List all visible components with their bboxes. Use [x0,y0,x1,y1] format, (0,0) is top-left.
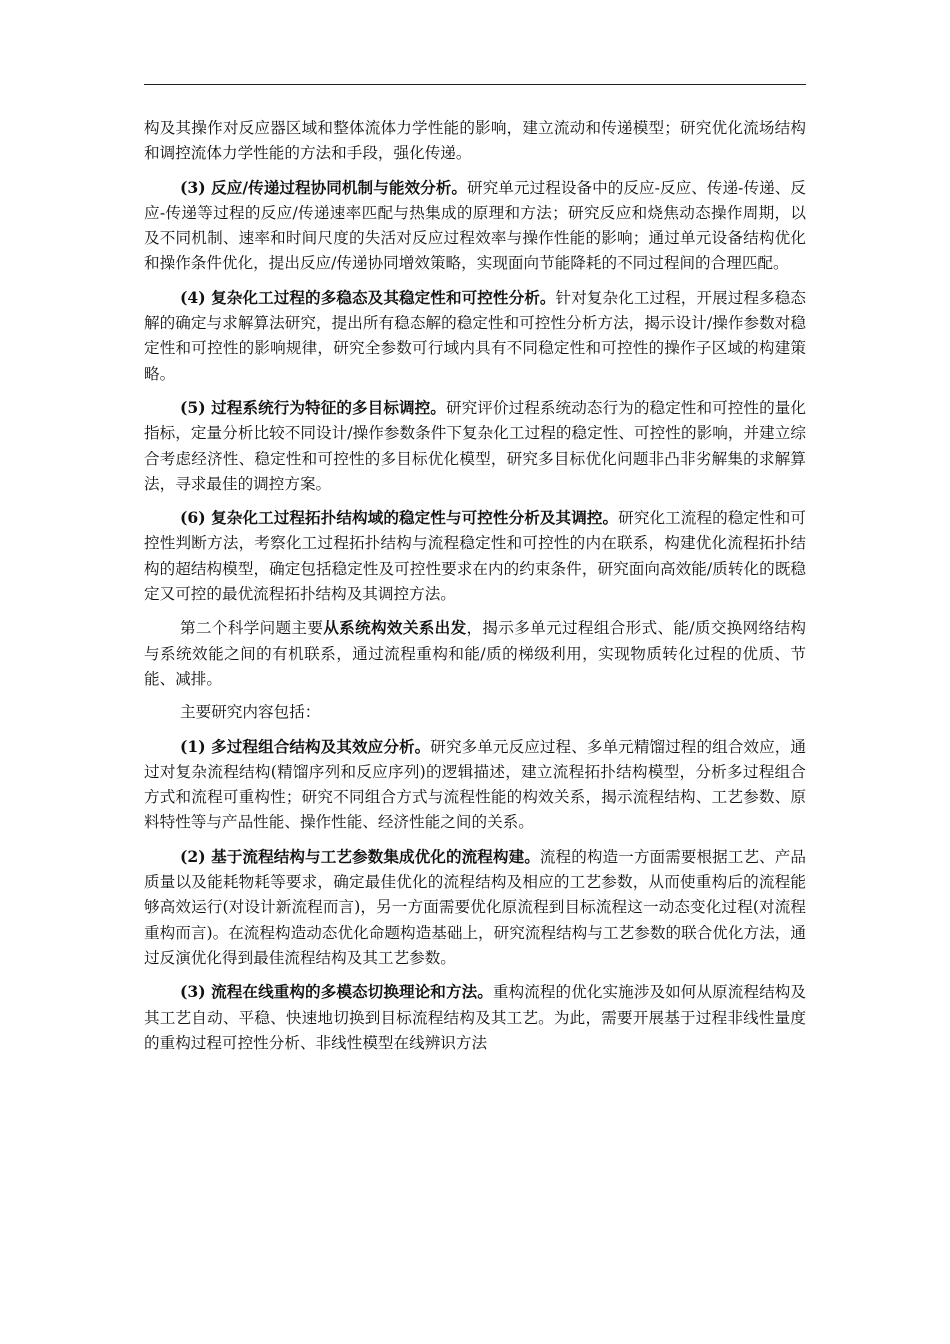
paragraph-item-4-multistability [144,285,806,387]
paragraph-heading: (4) 复杂化工过程的多稳态及其稳定性和可控性分析。 [180,287,556,307]
paragraph-heading: (5) 过程系统行为特征的多目标调控。 [180,397,446,417]
paragraph-item-3-online-reconstruction [144,979,806,1056]
paragraph-body: 针对复杂化工过程，开展过程多稳态解的确定与求解算法研究，提出所有稳态解的稳定性和可控性分析方法，揭示设计/操作参数对稳定性和可控性的影响规律，研究全参数可行域内具有不同稳定性和可控性的操作子区域的构建策略。 [144,288,806,383]
paragraph-body: ，揭示多单元过程组合形式、能/质交换网络结构与系统效能之间的有机联系，通过流程重构和能/质的梯级利用，实现物质转化过程的优质、节能、减排。 [144,619,806,688]
paragraph-item-6-topology [144,505,806,607]
header-rule [144,84,806,85]
paragraph-body: 研究评价过程系统动态行为的稳定性和可控性的量化指标，定量分析比较不同设计/操作参数条件下复杂化工过程的稳定性、可控性的影响，并建立综合考虑经济性、稳定性和可控性的多目标优化模型，研究多目标优化问题非凸非劣解集的求解算法，寻求最佳的调控方案。 [144,398,806,493]
paragraph-body: 构及其操作对反应器区域和整体流体力学性能的影响，建立流动和传递模型；研究优化流场结构和调控流体力学性能的方法和手段，强化传递。 [144,119,806,163]
paragraph-body: 研究化工流程的稳定性和可控性判断方法，考察化工过程拓扑结构与流程稳定性和可控性的内在联系，构建优化流程拓扑结构的超结构模型，确定包括稳定性及可控性要求在内的约束条件，研究面向高效能/质转化的既稳定又可控的最优流程拓扑结构及其调控方法。 [144,509,806,604]
paragraph-second-question [144,615,806,692]
paragraph-item-1-combination [144,734,806,836]
paragraph-heading: (1) 多过程组合结构及其效应分析。 [180,736,431,756]
paragraph-heading: (2) 基于流程结构与工艺参数集成优化的流程构建。 [180,846,540,866]
paragraph-heading: 从系统构效关系出发 [323,618,467,638]
paragraph-heading: (6) 复杂化工过程拓扑结构域的稳定性与可控性分析及其调控。 [180,508,619,528]
paragraph-item-3-reaction-transfer [144,175,806,277]
paragraph-continuation [144,116,806,167]
paragraph-body: 重构流程的优化实施涉及如何从原流程结构及其工艺自动、平稳、快速地切换到目标流程结构及其工艺。为此，需要开展基于过程非线性量度的重构过程可控性分析、非线性模型在线辨识方法 [144,983,806,1052]
paragraph-item-5-multiobjective [144,395,806,497]
paragraph-body: 研究单元过程设备中的反应-反应、传递-传递、反应-传递等过程的反应/传递速率匹配与热集成的原理和方法；研究反应和烧焦动态操作周期，以及不同机制、速率和时间尺度的失活对反应过程效率与操作性能的影响；通过单元设备结构优化和操作条件优化，提出反应/传递协同增效策略，实现面向节能降耗的不同过程间的合理匹配。 [144,178,807,273]
paragraph-heading: (3) 反应/传递过程协同机制与能效分析。 [180,177,468,197]
paragraph-body: 流程的构造一方面需要根据工艺、产品质量以及能耗物耗等要求，确定最佳优化的流程结构及相应的工艺参数，从而使重构后的流程能够高效运行(对设计新流程而言)，另一方面需要优化原流程到目标流程这一动态变化过程(对流程重构而言)。在流程构造动态优化命题构造基础上，研究流程结构与工艺参数的联合优化方法，通过反演优化得到最佳流程结构及其工艺参数。 [144,847,806,967]
paragraph-body: 主要研究内容包括： [180,703,321,722]
paragraph-body: 研究多单元反应过程、多单元精馏过程的组合效应，通过对复杂流程结构(精馏序列和反应序列)的逻辑描述，建立流程拓扑结构模型，分析多过程组合方式和流程可重构性；研究不同组合方式与流程性能的构效关系，揭示流程结构、工艺参数、原料特性等与产品性能、操作性能、经济性能之间的关系。 [144,737,806,832]
paragraph-prefix: 第二个科学问题主要 [180,619,324,638]
paragraph-main-content-intro [144,700,806,725]
body-text [144,116,806,1064]
paragraph-item-2-process-construction [144,844,806,971]
paragraph-heading: (3) 流程在线重构的多模态切换理论和方法。 [180,982,493,1002]
